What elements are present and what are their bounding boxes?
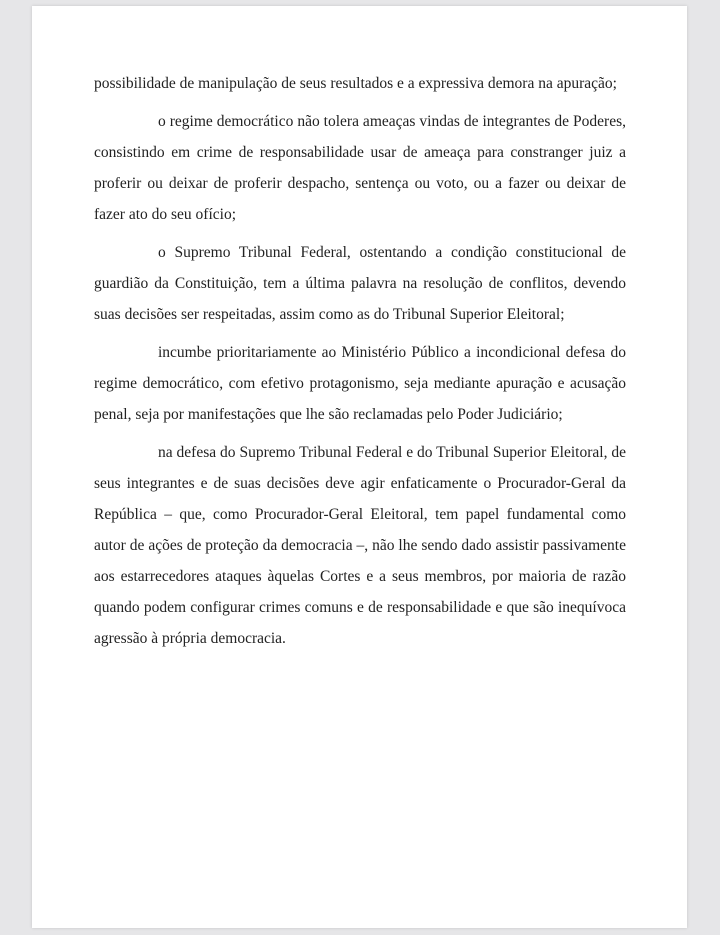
- paragraph-2: o regime democrático não tolera ameaças vindas de integrantes de Poderes, consistindo em crime de responsabilidade usar de ameaça para constranger juiz a proferir ou deixar de proferir despacho, sentença ou voto, ou a fazer ou deixar de fazer ato do seu ofício;: [94, 113, 626, 223]
- paragraph-5: na defesa do Supremo Tribunal Federal e do Tribunal Superior Eleitoral, de seus integrantes e de suas decisões deve agir enfaticamente o Procurador-Geral da República – que, como Procurador-Geral Eleitoral, tem papel fundamental como autor de ações de proteção da democracia –, não lhe sendo dado assistir passivamente aos estarrecedores ataques àquelas Cortes e a seus membros, por maioria de razão quando podem configurar crimes comuns e de responsabilidade e que são inequívoca agressão à própria democracia.: [94, 444, 626, 647]
- paragraph-3: o Supremo Tribunal Federal, ostentando a condição constitucional de guardião da Constituição, tem a última palavra na resolução de conflitos, devendo suas decisões ser respeitadas, assim como as do Tribunal Superior Eleitoral;: [94, 244, 626, 323]
- paragraph-4: incumbe prioritariamente ao Ministério Público a incondicional defesa do regime democrático, com efetivo protagonismo, seja mediante apuração e acusação penal, seja por manifestações que lhe são reclamadas pelo Poder Judiciário;: [94, 344, 626, 423]
- document-body: [94, 68, 626, 661]
- document-page: [32, 6, 687, 928]
- paragraph-1: possibilidade de manipulação de seus resultados e a expressiva demora na apuração;: [94, 75, 617, 92]
